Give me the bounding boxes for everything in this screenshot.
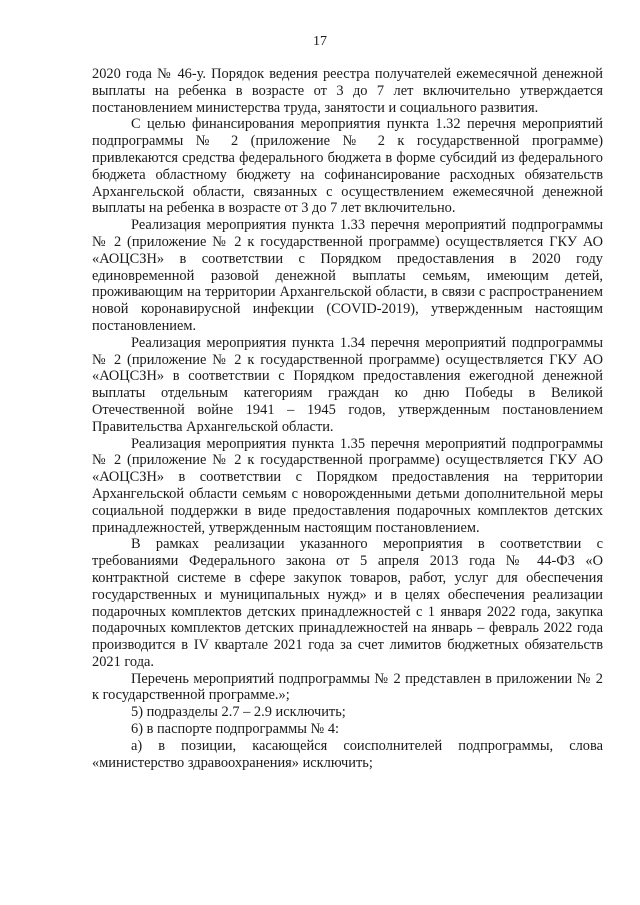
body-text — [92, 66, 603, 771]
paragraph-clause-6: 6) в паспорте подпрограммы № 4: — [131, 721, 340, 738]
paragraph-clause-5: 5) подразделы 2.7 – 2.9 исключить; — [131, 704, 346, 721]
paragraph-list-reference: Перечень мероприятий подпрограммы № 2 представлен в приложении № 2 к государственной программе.»; — [92, 670, 603, 704]
paragraph-continuation: 2020 года № 46-у. Порядок ведения реестра получателей ежемесячной денежной выплаты на ребенка в возрасте от 3 до 7 лет включительно утверждается постановлением министерства труда, занятости и социального развития. — [92, 66, 603, 116]
paragraph-item-1-32: С целью финансирования мероприятия пункта 1.32 перечня мероприятий подпрограммы № 2 (приложение № 2 к государственной программе) привлекаются средства федерального бюджета в форме субсидий из федерального бюджета областному бюджету на софинансирование расходных обязательств Архангельской области, связанных с осуществлением ежемесячной денежной выплаты на ребенка в возрасте от 3 до 7 лет включительно. — [92, 116, 603, 217]
paragraph-clause-6a: а) в позиции, касающейся соисполнителей подпрограммы, слова «министерство здравоохранения» исключить; — [92, 737, 603, 771]
paragraph-item-1-34: Реализация мероприятия пункта 1.34 перечня мероприятий подпрограммы № 2 (приложение № 2 к государственной программе) осуществляется ГКУ АО «АОЦСЗН» в соответствии с Порядком предоставления ежегодной денежной выплаты отдельным категориям граждан ко дню Победы в Великой Отечественной войне 1941 – 1945 годов, утвержденным постановлением Правительства Архангельской области. — [92, 334, 603, 435]
paragraph-procurement: В рамках реализации указанного мероприятия в соответствии с требованиями Федерального закона от 5 апреля 2013 года № 44-ФЗ «О контрактной системе в сфере закупок товаров, работ, услуг для обеспечения государственных и муниципальных нужд» и в целях обеспечения реализации подарочных комплектов детских принадлежностей с 1 января 2022 года, закупка подарочных комплектов детских принадлежностей на январь – февраль 2022 года производится в IV квартале 2021 года за счет лимитов бюджетных обязательств 2021 года. — [92, 536, 603, 670]
paragraph-item-1-35: Реализация мероприятия пункта 1.35 перечня мероприятий подпрограммы № 2 (приложение № 2 к государственной программе) осуществляется ГКУ АО «АОЦСЗН» в соответствии с Порядком предоставления на территории Архангельской области семьям с новорожденными детьми дополнительной меры социальной поддержки в виде предоставления подарочных комплектов детских принадлежностей, утвержденным настоящим постановлением. — [92, 435, 603, 536]
page-number: 17 — [313, 34, 327, 49]
paragraph-item-1-33: Реализация мероприятия пункта 1.33 перечня мероприятий подпрограммы № 2 (приложение № 2 к государственной программе) осуществляется ГКУ АО «АОЦСЗН» в соответствии с Порядком предоставления в 2020 году единовременной разовой денежной выплаты семьям, имеющим детей, проживающим на территории Архангельской области, в связи с распространением новой коронавирусной инфекции (COVID-2019), утвержденным настоящим постановлением. — [92, 217, 603, 334]
